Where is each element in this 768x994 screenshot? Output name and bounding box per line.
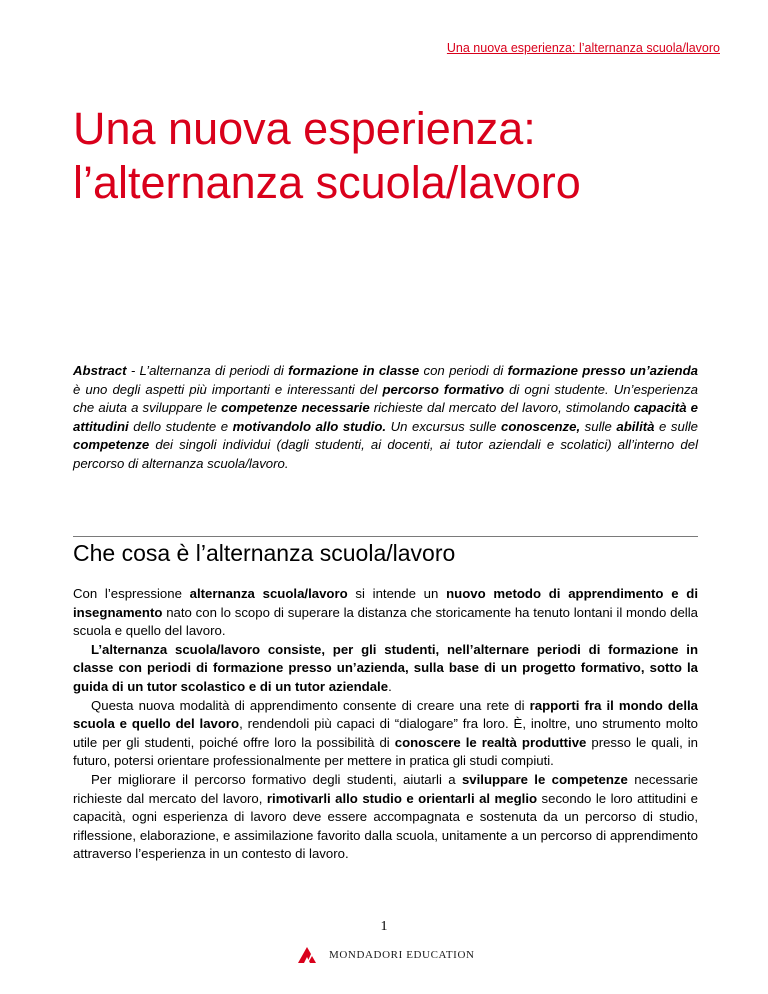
text-segment: dei singoli individui (dagli studenti, ai docenti, ai tutor aziendali e scolatici) all’interno del percorso di alternanza scuola/lavoro. (73, 437, 698, 471)
publisher-logo (298, 947, 475, 963)
title-line-2: l’alternanza scuola/lavoro (73, 157, 581, 208)
mondadori-rose-logo-icon (298, 947, 324, 963)
bold-text-segment: competenze (73, 437, 150, 453)
text-segment: Questa nuova modalità di apprendimento consente di creare una rete di (91, 697, 530, 713)
text-segment: richieste dal mercato del lavoro, stimolando (369, 400, 634, 416)
bold-text-segment: alternanza scuola/lavoro (189, 586, 348, 601)
text-segment: Un excursus sulle (386, 418, 501, 434)
section-body (73, 585, 698, 864)
text-segment: presso le quali, in futuro, potersi orientare professionalmente per mettere in pratica gli studi compiuti. (73, 734, 699, 769)
document-title (73, 102, 713, 210)
text-segment: Per migliorare il percorso formativo degli studenti, aiutarli a (91, 771, 462, 787)
text-segment: di ogni studente. Un’esperienza che aiuta a sviluppare le (73, 381, 698, 416)
text-segment: e sulle (654, 418, 699, 434)
text-segment: sulle (580, 418, 617, 434)
text-segment: necessarie richieste dal mercato del lavoro, (73, 771, 698, 806)
text-segment: si intende un (347, 586, 447, 601)
text-segment: nato con lo scopo di superare la distanza che storicamente ha tenuto lontani il mondo della scuola e quello del lavoro. (73, 604, 698, 639)
text-segment: . (388, 678, 392, 694)
section-heading: Che cosa è l’alternanza scuola/lavoro (73, 540, 456, 566)
bold-text-segment: motivandolo allo studio. (232, 418, 387, 434)
bold-text-segment: conoscenze, (500, 418, 581, 434)
text-segment: è uno degli aspetti più importanti e interessanti del (73, 381, 383, 397)
bold-text-segment: formazione in classe (288, 363, 420, 378)
text-segment: Con l’espressione (73, 586, 190, 601)
bold-text-segment: formazione presso un’azienda (507, 363, 698, 378)
abstract-paragraph (73, 362, 698, 474)
title-line-1: Una nuova esperienza: (73, 103, 536, 154)
publisher-logo-text: MONDADORI EDUCATION (329, 949, 475, 961)
text-segment: dello studente e (128, 418, 233, 434)
bold-text-segment: Abstract (73, 363, 127, 378)
running-header: Una nuova esperienza: l’alternanza scuola/lavoro (446, 41, 720, 55)
bold-text-segment: conoscere le realtà produttive (394, 734, 587, 750)
body-paragraph-1 (73, 585, 698, 641)
bold-text-segment: percorso formativo (382, 381, 505, 397)
text-segment: - L’alternanza di periodi di (126, 363, 289, 378)
body-paragraph-2 (73, 641, 698, 697)
bold-text-segment: capacità e attitudini (73, 400, 698, 434)
bold-text-segment: nuovo metodo di apprendimento e di insegnamento (73, 586, 698, 620)
text-segment: , rendendoli più capaci di “dialogare” fra loro. È, inoltre, uno strumento molto utile per gli studenti, poiché offre loro la possibilità di (73, 716, 699, 750)
page-number: 1 (380, 919, 388, 934)
section-divider (73, 536, 698, 537)
bold-text-segment: rimotivarli allo studio e orientarli al meglio (266, 790, 538, 806)
bold-text-segment: L’alternanza scuola/lavoro consiste, per gli studenti, nell’alternare periodi di formazione in classe con periodi di formazione presso un’azienda, sulla base di un progetto formativo, sotto la guida di un tutor scolastico e di un tutor aziendale (73, 641, 698, 694)
bold-text-segment: competenze necessarie (221, 400, 370, 416)
text-segment: secondo le loro attitudini e capacità, ogni esperienza di lavoro deve essere accompagnata e sostenuta da un percorso di studio, riflessione, elaborazione, e assimilazione favorito dalla scuola, unitamente a un percorso di apprendimento attraverso l’esperienza in un contesto di lavoro. (73, 790, 699, 862)
body-paragraph-3 (73, 697, 698, 771)
bold-text-segment: rapporti fra il mondo della scuola e quello del lavoro (73, 697, 698, 732)
bold-text-segment: abilità (616, 418, 655, 434)
body-paragraph-4 (73, 771, 698, 864)
bold-text-segment: sviluppare le competenze (461, 771, 628, 787)
text-segment: con periodi di (419, 363, 508, 378)
